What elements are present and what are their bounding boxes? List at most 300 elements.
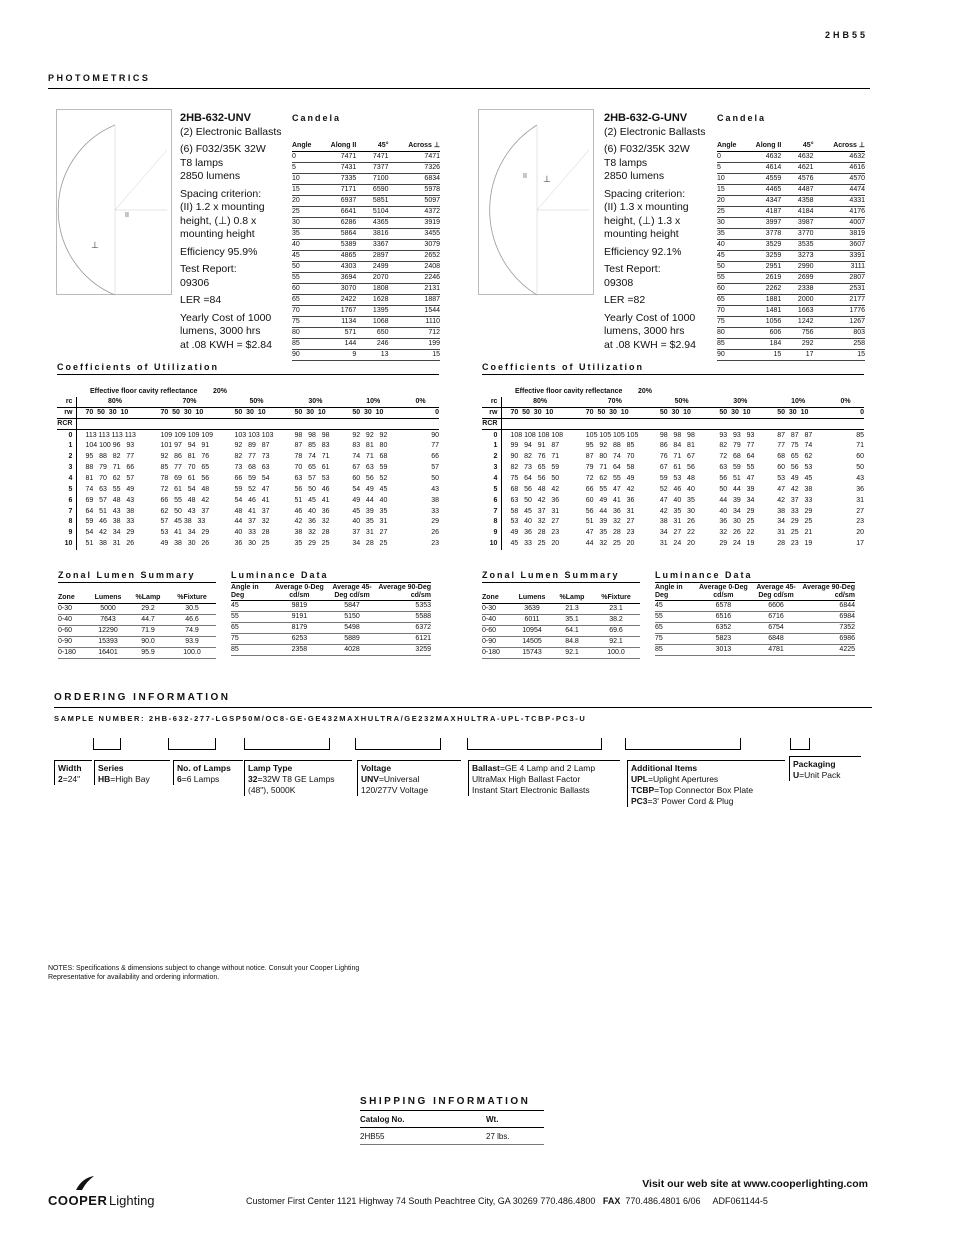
order-lamps-title: No. of Lamps (177, 763, 231, 773)
spec-line: (2) Electronic Ballasts (604, 125, 706, 138)
table-cell: 105 105 105 105 (585, 431, 639, 439)
table-cell: 87 85 83 (294, 442, 330, 450)
table-header: %Lamp (552, 592, 592, 604)
table-cell: 2000 (781, 294, 813, 305)
table-row (292, 151, 440, 162)
cu-rw-group: 50 30 10 (344, 408, 402, 419)
table-row (717, 305, 865, 316)
brand-logo (48, 1176, 168, 1210)
table-row (482, 463, 864, 474)
candela-table-left (292, 140, 440, 361)
cu-rcr-label: RCR (482, 419, 502, 430)
spec-line: (6) F032/35K 32W (180, 143, 266, 155)
order-ballast-title: Ballast (472, 763, 500, 773)
table-cell: 93 93 93 (719, 431, 755, 439)
table-cell: 73 68 63 (234, 464, 270, 471)
table-cell: 6986 (802, 634, 855, 645)
table-cell: 5588 (378, 612, 431, 623)
table-row (292, 228, 440, 239)
table-row (717, 261, 865, 272)
footer-address (246, 1196, 768, 1206)
table-row (292, 173, 440, 184)
spec-line: 2850 lumens (604, 170, 665, 182)
order-lamptype-value: 32 (248, 774, 258, 784)
table-cell: 68 65 62 (777, 453, 813, 461)
table-cell: 4225 (802, 645, 855, 656)
cu-rcr-row (482, 419, 864, 430)
table-row (292, 239, 440, 250)
table-row (717, 217, 865, 228)
spec-line: LER =84 (180, 294, 222, 306)
table-cell: 3391 (814, 250, 866, 261)
table-cell: 92 92 92 (352, 431, 388, 439)
table-cell: 4474 (814, 184, 866, 195)
table-row (482, 517, 864, 528)
table-cell: 4616 (814, 162, 866, 173)
table-row (292, 283, 440, 294)
table-cell: 82 77 73 (234, 453, 270, 461)
cu-empty (652, 419, 712, 430)
table-cell: 20 (856, 529, 864, 537)
table-row (717, 327, 865, 338)
table-cell: 65 (292, 294, 326, 305)
table-row (57, 506, 439, 517)
table-cell: 29 24 19 (719, 540, 755, 548)
table-cell: 27 (856, 507, 864, 515)
table-cell: 47 42 38 (777, 485, 813, 493)
cu-rule-right (482, 374, 864, 375)
doc-code: ADF061144-5 (712, 1196, 768, 1206)
cu-effective-label: Effective floor cavity reflectance (90, 388, 198, 395)
bracket-packaging (790, 738, 810, 750)
table-cell: 6984 (802, 612, 855, 623)
table-cell: 86 84 81 (659, 442, 695, 450)
spec-line: (II) 1.2 x mounting (180, 201, 265, 213)
order-lamps-value: 6 (177, 774, 182, 784)
perpendicular-symbol-left: ⊥ (91, 240, 99, 250)
table-cell: 3778 (751, 228, 781, 239)
table-row (482, 506, 864, 517)
ordering-title: ORDERING INFORMATION (54, 692, 231, 703)
table-cell: 4621 (781, 162, 813, 173)
table-cell: 4865 (326, 250, 356, 261)
table-cell: 6 (57, 495, 77, 506)
table-row (57, 528, 439, 539)
order-voltage-desc2: 120/277V Voltage (361, 785, 429, 795)
table-cell: 1776 (814, 305, 866, 316)
table-row (58, 604, 216, 615)
table-cell: 6848 (750, 634, 803, 645)
table-cell: 0-180 (58, 648, 88, 659)
order-width (54, 760, 92, 785)
table-cell: 7643 (88, 615, 128, 626)
table-cell: 3259 (378, 645, 431, 656)
table-cell: 292 (781, 338, 813, 349)
table-cell: 4358 (781, 195, 813, 206)
table-cell: 5978 (389, 184, 441, 195)
table-cell: 81 70 62 57 (85, 474, 135, 482)
table-cell: 10 (57, 539, 77, 550)
table-cell: 101 97 94 91 (160, 442, 210, 450)
table-header: Lumens (88, 592, 128, 604)
table-cell: 0-30 (58, 604, 88, 615)
table-cell: 7326 (389, 162, 441, 173)
table-header: Average 90-Deg cd/sm (378, 584, 431, 599)
spec-line: (6) F032/35K 32W (604, 143, 690, 155)
table-cell: 2807 (814, 272, 866, 283)
table-cell: 0-180 (482, 648, 512, 659)
website[interactable]: Visit our web site at www.cooperlighting.com (642, 1178, 868, 1190)
table-cell: 92 89 87 (234, 442, 270, 450)
table-row (231, 645, 431, 656)
table-cell: 82 79 77 (719, 442, 755, 450)
spec-line: mounting height (604, 228, 679, 240)
table-header: Along II (751, 140, 781, 151)
table-cell: 4028 (326, 645, 379, 656)
cu-rw-group: 50 30 10 (769, 408, 827, 419)
spec-line: (2) Electronic Ballasts (180, 125, 282, 138)
table-cell: 0-40 (482, 615, 512, 626)
table-cell: 66 55 48 42 (160, 496, 210, 504)
candela-table-right (717, 140, 865, 361)
table-cell: 35.1 (552, 615, 592, 626)
table-cell: 10954 (512, 626, 552, 637)
table-cell: 60 (292, 283, 326, 294)
table-cell: 68 56 48 42 (510, 485, 560, 493)
spec-line: T8 lamps (604, 156, 648, 169)
table-cell: 28 23 19 (777, 540, 813, 548)
cu-rw-group: 50 30 10 (652, 408, 712, 419)
table-cell: 31 25 21 (777, 529, 813, 537)
table-cell: 66 59 54 (234, 474, 270, 482)
spec-line: Test Report: (180, 263, 237, 275)
table-cell: 3987 (781, 217, 813, 228)
table-row (57, 517, 439, 528)
table-cell: 184 (751, 338, 781, 349)
table-row (292, 272, 440, 283)
table-row (58, 626, 216, 637)
table-row (482, 495, 864, 506)
table-cell: 65 (231, 623, 273, 634)
spec-line: 2850 lumens (180, 170, 241, 182)
table-cell: 50 (856, 464, 864, 471)
table-cell: 3 (482, 463, 502, 474)
order-series (94, 760, 170, 785)
table-cell: 4781 (750, 645, 803, 656)
table-cell: 55 (292, 272, 326, 283)
table-cell: 45 (292, 250, 326, 261)
table-cell: 6590 (356, 184, 388, 195)
table-cell: 99 94 91 87 (510, 442, 560, 450)
table-cell: 59 52 47 (234, 485, 270, 493)
table-cell: 3013 (697, 645, 750, 656)
table-cell: 1 (57, 441, 77, 452)
cu-rw-group: 70 50 30 10 (77, 408, 153, 419)
table-row (292, 184, 440, 195)
bracket-additional (625, 738, 741, 750)
cu-rw-group: 0 (402, 408, 439, 419)
table-cell: 67 63 59 (352, 464, 388, 471)
table-row (717, 250, 865, 261)
cu-rw-group: 50 30 10 (711, 408, 769, 419)
table-cell: 85 77 70 65 (160, 464, 210, 471)
table-cell: 59 46 38 33 (85, 518, 135, 526)
notes (48, 964, 359, 982)
table-cell: 5498 (326, 623, 379, 634)
table-cell: 6372 (378, 623, 431, 634)
table-cell: 4465 (751, 184, 781, 195)
table-cell: 15743 (512, 648, 552, 659)
table-cell: 3816 (356, 228, 388, 239)
table-cell: 6121 (378, 634, 431, 645)
table-row (58, 615, 216, 626)
table-cell: 3367 (356, 239, 388, 250)
table-cell: 5389 (326, 239, 356, 250)
table-cell: 2422 (326, 294, 356, 305)
table-cell: 35 (717, 228, 751, 239)
table-row (717, 173, 865, 184)
table-cell: 15 (751, 349, 781, 360)
table-cell: 0-30 (482, 604, 512, 615)
table-cell: 756 (781, 327, 813, 338)
cu-rc-group: 30% (287, 397, 345, 408)
table-row (482, 637, 640, 648)
table-cell: 35 (292, 228, 326, 239)
cu-table-right (482, 397, 864, 550)
table-cell: 7431 (326, 162, 356, 173)
table-cell: 2 (57, 452, 77, 463)
order-additional-desc: =3' Power Cord & Plug (647, 796, 734, 806)
table-cell: 7471 (326, 151, 356, 162)
table-cell: 72 61 54 48 (160, 485, 210, 493)
cu-empty (226, 419, 286, 430)
table-row (292, 327, 440, 338)
table-row (57, 484, 439, 495)
table-cell: 84.8 (552, 637, 592, 648)
cu-rc-group: 70% (578, 397, 652, 408)
table-cell: 59 53 48 (659, 474, 695, 482)
table-cell: 4570 (814, 173, 866, 184)
table-cell: 90.0 (128, 637, 168, 648)
table-cell: 2358 (273, 645, 326, 656)
table-cell: 9 (57, 528, 77, 539)
parallel-symbol-right: II (523, 173, 527, 180)
parallel-symbol-left: II (125, 212, 129, 219)
table-cell: 1544 (389, 305, 441, 316)
order-lamps-desc: =6 Lamps (181, 774, 220, 784)
table-cell: 98 98 98 (294, 431, 330, 439)
table-cell: 45 39 35 (352, 507, 388, 515)
perpendicular-symbol-right: ⊥ (543, 174, 551, 184)
table-cell: 80 (292, 327, 326, 338)
cu-effective-left (90, 388, 227, 395)
table-cell: 3455 (389, 228, 441, 239)
table-cell: 5 (57, 484, 77, 495)
table-cell: 66 55 47 42 (585, 485, 635, 493)
order-additional-title: Additional Items (631, 763, 698, 773)
table-row (292, 349, 440, 360)
table-header: Across ⊥ (814, 140, 866, 151)
table-cell: 15 (389, 349, 441, 360)
cu-rc-group: 70% (152, 397, 226, 408)
table-cell: 7 (482, 506, 502, 517)
sample-number: SAMPLE NUMBER: 2HB-632-277-LGSP50M/OC8-GE-GE432MAXHULTRA/GE232MAXHULTRA-UPL-TCBP-PC3-U (54, 714, 587, 723)
model-code: 2HB55 (824, 30, 868, 40)
table-cell: 85 (856, 431, 864, 439)
table-header: %Fixture (592, 592, 640, 604)
table-cell: 1628 (356, 294, 388, 305)
table-cell: 51 39 32 27 (585, 518, 635, 526)
table-row (360, 1128, 544, 1145)
spec-line: 09306 (180, 276, 210, 289)
table-cell: 49 38 30 26 (160, 540, 210, 548)
cu-rc-row (57, 397, 439, 408)
table-cell: 54 42 34 29 (85, 529, 135, 537)
table-cell: 571 (326, 327, 356, 338)
table-cell: 69.6 (592, 626, 640, 637)
table-cell: 29.2 (128, 604, 168, 615)
table-cell: 38 31 26 (659, 518, 695, 526)
table-cell: 10 (292, 173, 326, 184)
cu-rc-label: rc (482, 397, 502, 408)
table-cell: 38 32 28 (294, 529, 330, 537)
table-cell: 0-60 (58, 626, 88, 637)
table-cell: 14505 (512, 637, 552, 648)
table-header: %Fixture (168, 592, 216, 604)
table-cell: 42 37 33 (777, 496, 813, 504)
order-lamptype-desc: =32W T8 GE Lamps (257, 774, 335, 784)
table-cell: 0-40 (58, 615, 88, 626)
table-cell: 46 40 36 (294, 507, 330, 515)
table-cell: 1481 (751, 305, 781, 316)
order-voltage-value: UNV (361, 774, 379, 784)
order-series-value: HB (98, 774, 111, 784)
zonal-title-right: Zonal Lumen Summary (482, 570, 620, 580)
table-cell: 6937 (326, 195, 356, 206)
table-header: Angle (292, 140, 326, 151)
table-cell: 42 36 32 (294, 518, 330, 526)
table-cell: 1767 (326, 305, 356, 316)
table-cell: 0-60 (482, 626, 512, 637)
table-cell: 1881 (751, 294, 781, 305)
brand-light: Lighting (109, 1193, 155, 1208)
bracket-ballast (467, 738, 602, 750)
table-cell: 50 44 39 (719, 485, 755, 493)
table-row (655, 623, 855, 634)
table-cell: 100.0 (592, 648, 640, 659)
table-cell: 71 (856, 442, 864, 450)
order-width-desc: =24" (62, 774, 81, 784)
table-cell: 87 87 87 (777, 431, 813, 439)
fax-label: FAX (602, 1196, 621, 1206)
model-right: 2HB-632-G-UNV (604, 112, 688, 124)
luminance-table-right (655, 583, 855, 656)
table-cell: 45 (717, 250, 751, 261)
cu-title-right: Coefficients of Utilization (482, 362, 644, 372)
table-cell: 1395 (356, 305, 388, 316)
table-cell: 57 (431, 464, 439, 471)
ordering-rule (54, 707, 872, 708)
table-cell: 2897 (356, 250, 388, 261)
table-cell: 34 27 22 (659, 529, 695, 537)
table-cell: 4559 (751, 173, 781, 184)
table-row (482, 528, 864, 539)
table-cell: 0 (717, 151, 751, 162)
photometrics-rule (48, 88, 870, 89)
table-row (482, 648, 640, 659)
zonal-table-right (482, 592, 640, 659)
table-cell: 90 82 76 71 (510, 453, 560, 461)
spec-line: lumens, 3000 hrs (180, 325, 261, 337)
cu-rw-group: 70 50 30 10 (578, 408, 652, 419)
table-header: Zone (58, 592, 88, 604)
table-row (482, 473, 864, 484)
table-row (57, 539, 439, 550)
luminance-title-left: Luminance Data (231, 570, 329, 580)
table-row (717, 272, 865, 283)
table-cell: 7377 (356, 162, 388, 173)
table-cell: 72 62 55 49 (585, 474, 635, 482)
table-cell: 2699 (781, 272, 813, 283)
table-row (482, 430, 864, 441)
table-cell: 60 (856, 453, 864, 461)
table-row (57, 495, 439, 506)
table-row (655, 645, 855, 656)
table-row (482, 615, 640, 626)
table-cell: 38.2 (592, 615, 640, 626)
table-cell: 7471 (389, 151, 441, 162)
table-cell: 47 35 28 23 (585, 529, 635, 537)
table-cell: 2262 (751, 283, 781, 294)
table-cell: 4632 (781, 151, 813, 162)
table-header: Average 90-Deg cd/sm (802, 584, 855, 599)
table-cell: 1 (482, 441, 502, 452)
table-cell: 4 (482, 473, 502, 484)
table-cell: 79 71 64 58 (585, 464, 635, 471)
table-cell: 44 37 32 (234, 518, 270, 526)
table-cell: 4 (57, 473, 77, 484)
table-cell: 72 68 64 (719, 453, 755, 461)
table-row (717, 151, 865, 162)
table-cell: 6606 (750, 601, 803, 612)
table-row (292, 305, 440, 316)
table-cell: 56 44 36 31 (585, 507, 635, 515)
table-cell: 30 (292, 217, 326, 228)
table-cell: 2531 (814, 283, 866, 294)
table-row (717, 195, 865, 206)
table-cell: 6578 (697, 601, 750, 612)
fax-number: 770.486.4801 6/06 (625, 1196, 701, 1206)
table-cell: 0 (57, 430, 77, 441)
table-cell: 4176 (814, 206, 866, 217)
table-header: 45° (356, 140, 388, 151)
table-cell: 10 (482, 539, 502, 550)
table-row (655, 601, 855, 612)
table-cell: 69 57 48 43 (85, 496, 135, 504)
table-cell: 60 56 52 (352, 474, 388, 482)
table-cell: 93.9 (168, 637, 216, 648)
table-cell: 87 80 74 70 (585, 453, 635, 461)
table-row (482, 484, 864, 495)
table-cell: 15 (292, 184, 326, 195)
table-row (57, 473, 439, 484)
table-cell: 83 81 80 (352, 442, 388, 450)
table-cell: 78 69 61 56 (160, 474, 210, 482)
cu-rc-label: rc (57, 397, 77, 408)
table-cell: 1887 (389, 294, 441, 305)
table-cell: 4372 (389, 206, 441, 217)
table-cell: 47 40 35 (659, 496, 695, 504)
